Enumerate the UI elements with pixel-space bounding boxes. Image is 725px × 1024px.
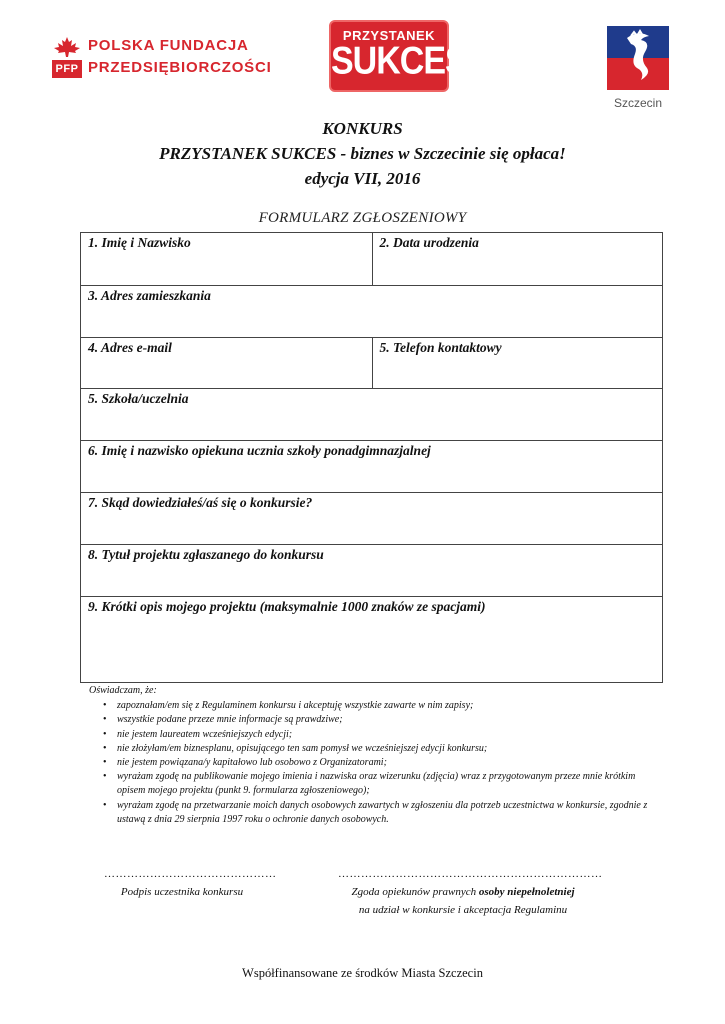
form-row-6 bbox=[81, 492, 662, 544]
declaration-item: • nie jestem powiązana/y kapitałowo lub osobowo z Organizatorami; bbox=[117, 756, 649, 770]
form-row-1 bbox=[81, 233, 662, 285]
form-row-2 bbox=[81, 285, 662, 337]
guardian-consent-emphasis: osoby niepełnoletniej bbox=[478, 886, 575, 898]
title-line-1: KONKURS bbox=[322, 119, 403, 138]
address-label: 3. Adres zamieszkania bbox=[88, 288, 211, 303]
project-title-label: 8. Tytuł projektu zgłaszanego do konkursu bbox=[88, 547, 324, 562]
form-row-4 bbox=[81, 388, 662, 440]
name-label: 1. Imię i Nazwisko bbox=[88, 235, 191, 250]
declaration-item: • wszystkie podane przeze mnie informacje są prawdziwe; bbox=[117, 713, 649, 727]
address-field[interactable] bbox=[81, 286, 662, 337]
source-field[interactable] bbox=[81, 493, 662, 544]
declarations-list bbox=[89, 699, 649, 827]
guardian-label: 6. Imię i nazwisko opiekuna ucznia szkoły ponadgimnazjalnej bbox=[88, 443, 431, 458]
pfp-name-line1: POLSKA FUNDACJA bbox=[88, 37, 249, 54]
school-field[interactable] bbox=[81, 389, 662, 440]
przystanek-sukces-logo bbox=[329, 20, 467, 92]
declaration-item: • nie złożyłam/em biznesplanu, opisującego ten sam pomysł we wcześniejszej edycji konkursu; bbox=[117, 742, 649, 756]
maple-leaf-icon bbox=[52, 36, 82, 58]
griffin-icon bbox=[607, 26, 669, 90]
sukces-logo-top: PRZYSTANEK bbox=[342, 28, 436, 43]
form-row-5 bbox=[81, 440, 662, 492]
form-row-3 bbox=[81, 337, 662, 388]
declaration-item: • nie jestem laureatem wcześniejszych edycji; bbox=[117, 728, 649, 742]
guardian-consent-text-line2: na udział w konkursie i akceptacja Regulaminu bbox=[358, 904, 568, 916]
pfp-logo bbox=[52, 36, 272, 82]
title-line-2: PRZYSTANEK SUKCES - biznes w Szczecinie się opłaca! bbox=[159, 144, 566, 163]
form-row-8 bbox=[81, 596, 662, 682]
footer-cofinancing: Współfinansowane ze środków Miasta Szczecin bbox=[242, 966, 483, 980]
project-description-field[interactable] bbox=[81, 597, 662, 682]
project-description-label: 9. Krótki opis mojego projektu (maksymalnie 1000 znaków ze spacjami) bbox=[88, 599, 486, 614]
birth-date-label: 2. Data urodzenia bbox=[379, 235, 479, 250]
name-field[interactable] bbox=[81, 233, 372, 285]
project-title-field[interactable] bbox=[81, 545, 662, 596]
declaration-item: • zapoznałam/em się z Regulaminem konkursu i akceptuję wszystkie zawarte w nim zapisy; bbox=[117, 699, 649, 713]
phone-label: 5. Telefon kontaktowy bbox=[379, 340, 502, 355]
participant-signature-label: Podpis uczestnika konkursu bbox=[120, 886, 244, 898]
guardian-consent-label bbox=[318, 883, 608, 919]
guardian-consent-text: Zgoda opiekunów prawnych bbox=[351, 886, 479, 898]
szczecin-logo bbox=[607, 26, 669, 114]
declarations-intro: Oświadczam, że: bbox=[89, 685, 157, 696]
pfp-name-line2: PRZEDSIĘBIORCZOŚCI bbox=[88, 59, 272, 76]
email-label: 4. Adres e-mail bbox=[88, 340, 172, 355]
form-title: FORMULARZ ZGŁOSZENIOWY bbox=[258, 210, 467, 226]
title-line-3: edycja VII, 2016 bbox=[304, 169, 421, 188]
szczecin-logo-text: Szczecin bbox=[613, 96, 663, 110]
guardian-signature-line[interactable]: …………………………………………………………… bbox=[338, 868, 603, 880]
participant-signature-line[interactable]: ……………………………………… bbox=[104, 868, 277, 880]
birth-date-field[interactable] bbox=[372, 233, 663, 285]
source-label: 7. Skąd dowiedziałeś/aś się o konkursie? bbox=[88, 495, 313, 510]
pfp-badge: PFP bbox=[52, 60, 82, 78]
declaration-item: • wyrażam zgodę na przetwarzanie moich danych osobowych zawartych w zgłoszeniu dla potrzeb uczestnictwa w konkursie, zgodnie z ustawą z dnia 29 sierpnia 1997 roku o ochronie danych osobowych. bbox=[117, 799, 649, 827]
email-field[interactable] bbox=[81, 338, 372, 388]
school-label: 5. Szkoła/uczelnia bbox=[88, 391, 189, 406]
sukces-logo-main: SUKCES bbox=[331, 39, 467, 83]
form-row-7 bbox=[81, 544, 662, 596]
contest-title bbox=[0, 116, 725, 191]
declaration-item: • wyrażam zgodę na publikowanie mojego imienia i nazwiska oraz wizerunku (zdjęcia) wraz z przygotowanym przeze mnie krótkim opisem mojego projektu (punkt 9. formularza zgłoszeniowego); bbox=[117, 770, 649, 798]
guardian-field[interactable] bbox=[81, 441, 662, 492]
application-form bbox=[80, 232, 663, 683]
declarations bbox=[89, 684, 649, 827]
phone-field[interactable] bbox=[372, 338, 663, 388]
